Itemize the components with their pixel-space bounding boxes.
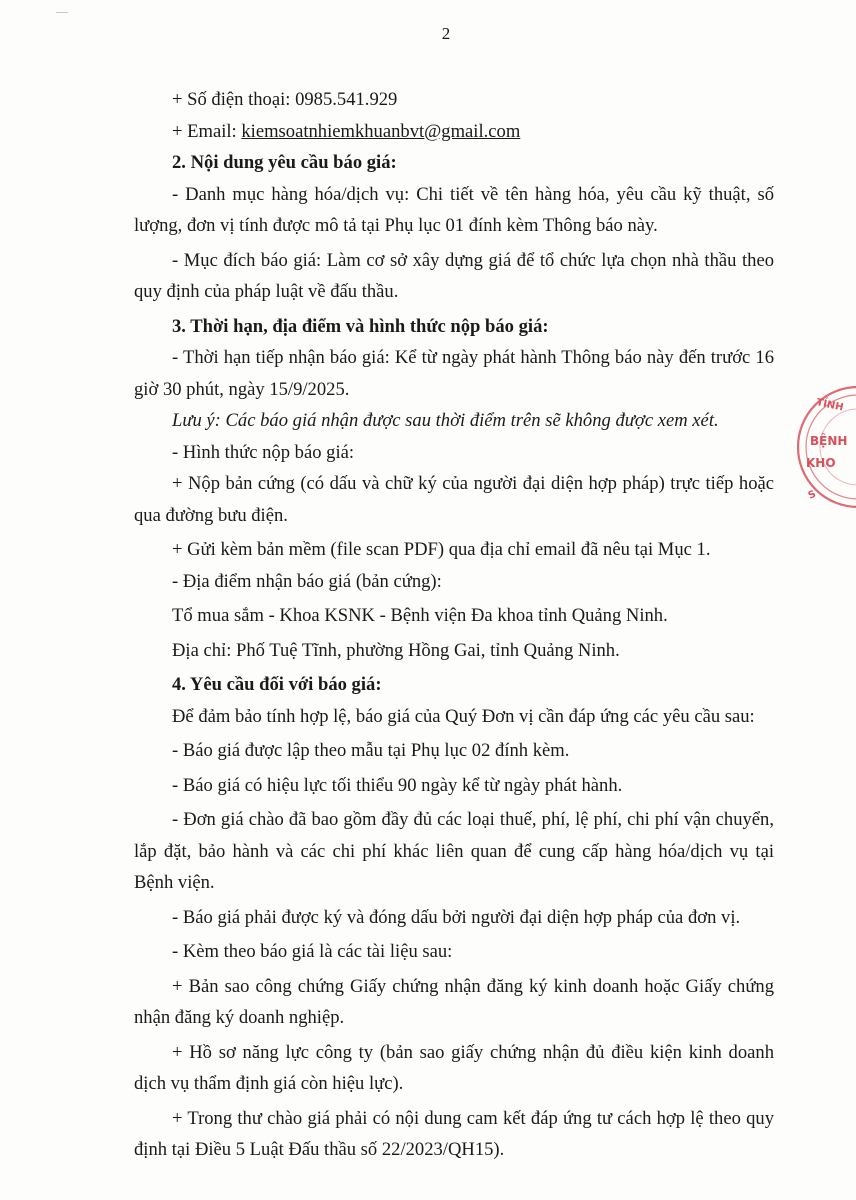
section-3-heading: 3. Thời hạn, địa điểm và hình thức nộp báo giá: xyxy=(172,315,549,337)
requirement-item: + Hồ sơ năng lực công ty (bản sao giấy chứng nhận đủ điều kiện kinh doanh dịch vụ thẩm định giá còn hiệu lực). xyxy=(134,1041,774,1094)
location-address: Địa chỉ: Phố Tuệ Tĩnh, phường Hồng Gai, tỉnh Quảng Ninh. xyxy=(172,639,620,661)
section-2-item: - Mục đích báo giá: Làm cơ sở xây dựng giá để tổ chức lựa chọn nhà thầu theo quy định của pháp luật về đấu thầu. xyxy=(134,249,774,302)
contact-email-label: + Email: xyxy=(172,120,242,142)
contact-email-link[interactable]: kiemsoatnhiemkhuanbvt@gmail.com xyxy=(241,120,521,142)
seal-text: S xyxy=(806,488,818,502)
location-heading: - Địa điểm nhận báo giá (bản cứng): xyxy=(172,570,442,592)
requirement-item: + Trong thư chào giá phải có nội dung cam kết đáp ứng tư cách hợp lệ theo quy định tại Điều 5 Luật Đấu thầu số 22/2023/QH15). xyxy=(134,1107,774,1160)
scan-mark xyxy=(56,12,68,13)
requirement-item: + Bản sao công chứng Giấy chứng nhận đăng ký kinh doanh hoặc Giấy chứng nhận đăng ký doanh nghiệp. xyxy=(134,975,774,1028)
section-2-item: - Danh mục hàng hóa/dịch vụ: Chi tiết về tên hàng hóa, yêu cầu kỹ thuật, số lượng, đơn vị tính được mô tả tại Phụ lục 01 đính kèm Thông báo này. xyxy=(134,183,774,236)
requirement-item: - Báo giá có hiệu lực tối thiểu 90 ngày kể từ ngày phát hành. xyxy=(172,774,623,796)
red-seal-stamp xyxy=(796,375,856,525)
requirement-item: - Đơn giá chào đã bao gồm đầy đủ các loại thuế, phí, lệ phí, chi phí vận chuyển, lắp đặt, bảo hành và các chi phí khác liên quan để cung cấp hàng hóa/dịch vụ tại Bệnh viện. xyxy=(134,809,774,893)
submission-form-heading: - Hình thức nộp báo giá: xyxy=(172,441,355,463)
page-number: 2 xyxy=(441,24,451,43)
section-2-heading: 2. Nội dung yêu cầu báo giá: xyxy=(172,152,397,173)
section-4-heading: 4. Yêu cầu đối với báo giá: xyxy=(172,674,382,695)
contact-email-line xyxy=(134,116,774,148)
requirement-item: - Kèm theo báo giá là các tài liệu sau: xyxy=(172,941,453,962)
section-4-intro: Để đảm bảo tính hợp lệ, báo giá của Quý Đơn vị cần đáp ứng các yêu cầu sau: xyxy=(172,705,755,727)
hardcopy-submission: + Nộp bản cứng (có dấu và chữ ký của người đại diện hợp pháp) trực tiếp hoặc qua đường bưu điện. xyxy=(134,473,774,526)
softcopy-submission: + Gửi kèm bản mềm (file scan PDF) qua địa chỉ email đã nêu tại Mục 1. xyxy=(172,539,711,560)
location-name: Tổ mua sắm - Khoa KSNK - Bệnh viện Đa khoa tỉnh Quảng Ninh. xyxy=(172,605,668,626)
requirement-item: - Báo giá phải được ký và đóng dấu bởi người đại diện hợp pháp của đơn vị. xyxy=(172,906,741,928)
late-submission-note: Lưu ý: Các báo giá nhận được sau thời điểm trên sẽ không được xem xét. xyxy=(172,410,719,431)
seal-text: TỈNH xyxy=(815,397,845,414)
document-body xyxy=(134,84,774,1166)
submission-deadline: - Thời hạn tiếp nhận báo giá: Kể từ ngày phát hành Thông báo này đến trước 16 giờ 30 phút, ngày 15/9/2025. xyxy=(134,347,774,400)
contact-phone: + Số điện thoại: 0985.541.929 xyxy=(172,89,398,110)
seal-text: BỆNH xyxy=(810,434,848,448)
seal-graphic xyxy=(796,375,856,525)
seal-text: KHO xyxy=(806,456,836,470)
requirement-item: - Báo giá được lập theo mẫu tại Phụ lục 02 đính kèm. xyxy=(172,740,570,761)
